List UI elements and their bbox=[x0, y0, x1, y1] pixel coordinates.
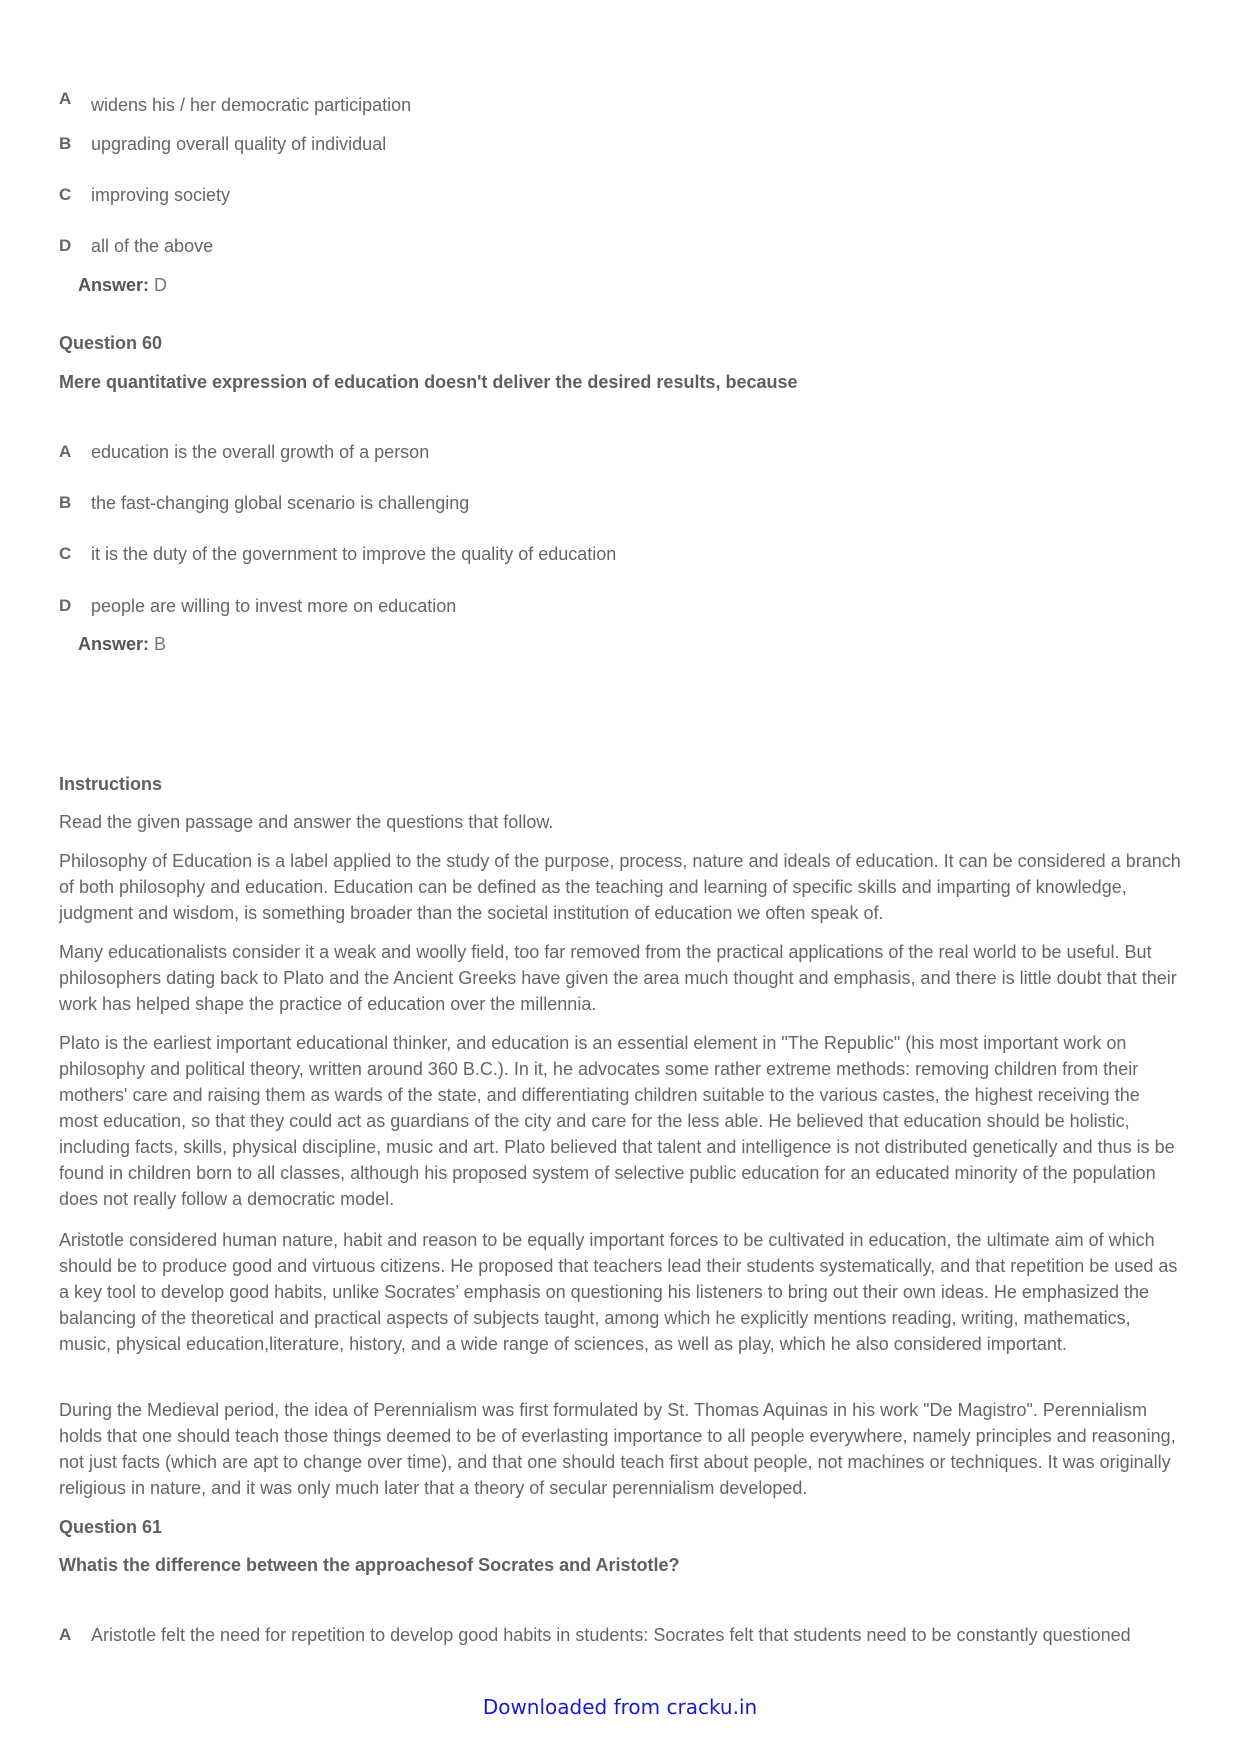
option-b[interactable] bbox=[59, 490, 1181, 516]
option-text: all of the above bbox=[91, 236, 214, 256]
passage-paragraph: Many educationalists consider it a weak and woolly field, too far removed from the practical applications of the real world to be useful. But philosophers dating back to Plato and the Ancient Greeks have given the area much thought and emphasis, and there is little doubt that their work has helped shape the practice of education over the millennia. bbox=[59, 942, 1177, 1014]
option-letter: A bbox=[59, 89, 72, 108]
option-letter: B bbox=[59, 134, 72, 153]
answer-label: Answer: bbox=[78, 275, 150, 295]
option-text: improving society bbox=[91, 185, 231, 205]
option-text: people are willing to invest more on education bbox=[91, 596, 457, 616]
option-a[interactable] bbox=[59, 1622, 1181, 1648]
option-a[interactable] bbox=[59, 89, 1181, 118]
question-heading: Question 61 bbox=[59, 1517, 163, 1537]
passage-paragraph: Philosophy of Education is a label applied to the study of the purpose, process, nature and ideals of education. It can be considered a branch of both philosophy and education. Education can be defined as the teaching and learning of specific skills and imparting of knowledge, judgment and wisdom, is something broader than the societal institution of education we often speak of. bbox=[59, 851, 1181, 923]
question-heading: Question 60 bbox=[59, 333, 163, 353]
answer-line bbox=[78, 272, 167, 298]
option-letter: C bbox=[59, 185, 72, 204]
option-text: widens his / her democratic participation bbox=[91, 95, 412, 115]
option-letter: B bbox=[59, 493, 72, 512]
option-text: the fast-changing global scenario is challenging bbox=[91, 493, 470, 513]
passage-paragraph: During the Medieval period, the idea of Perennialism was first formulated by St. Thomas Aquinas in his work "De Magistro". Perennialism holds that one should teach those things deemed to be of everlasting importance to all people everywhere, namely principles and reasoning, not just facts (which are apt to change over time), and that one should teach first about people, not machines or techniques. It was originally religious in nature, and it was only much later that a theory of secular perennialism developed. bbox=[59, 1400, 1176, 1498]
option-letter: A bbox=[59, 442, 72, 461]
instructions-heading: Instructions bbox=[59, 774, 163, 794]
option-text: Aristotle felt the need for repetition to develop good habits in students: Socrates felt that students need to be constantly questioned bbox=[91, 1625, 1131, 1645]
option-d[interactable] bbox=[59, 593, 1181, 619]
option-text: education is the overall growth of a person bbox=[91, 442, 430, 462]
answer-label: Answer: bbox=[78, 634, 150, 654]
option-c[interactable] bbox=[59, 182, 1181, 208]
answer-line bbox=[78, 631, 166, 657]
option-c[interactable] bbox=[59, 541, 1181, 567]
option-letter: A bbox=[59, 1625, 72, 1644]
option-text: it is the duty of the government to improve the quality of education bbox=[91, 544, 617, 564]
option-letter: C bbox=[59, 544, 72, 563]
instructions-intro: Read the given passage and answer the questions that follow. bbox=[59, 812, 554, 832]
cracku-download-link[interactable]: Downloaded from cracku.in bbox=[482, 1695, 758, 1719]
option-a[interactable] bbox=[59, 439, 1181, 465]
answer-value: D bbox=[154, 275, 168, 295]
option-text: upgrading overall quality of individual bbox=[91, 134, 387, 154]
question-prompt: Mere quantitative expression of education doesn't deliver the desired results, because bbox=[59, 372, 798, 392]
passage-paragraph: Plato is the earliest important educational thinker, and education is an essential element in "The Republic" (his most important work on philosophy and political theory, written around 360 B.C.). In it, he advocates some rather extreme methods: removing children from their mothers' care and raising them as wards of the state, and differentiating children suitable to the various castes, the highest receiving the most education, so that they could act as guardians of the city and care for the less able. He believed that education should be holistic, including facts, skills, physical discipline, music and art. Plato believed that talent and intelligence is not distributed genetically and thus is be found in children born to all classes, although his proposed system of selective public education for an educated minority of the population does not really follow a democratic model. bbox=[59, 1033, 1175, 1209]
passage-paragraph: Aristotle considered human nature, habit and reason to be equally important forces to be cultivated in education, the ultimate aim of which should be to produce good and virtuous citizens. He proposed that teachers lead their students systematically, and that repetition be used as a key tool to develop good habits, unlike Socrates’ emphasis on questioning his listeners to bring out their own ideas. He emphasized the balancing of the theoretical and practical aspects of subjects taught, among which he explicitly mentions reading, writing, mathematics, music, physical education,literature, history, and a wide range of sciences, as well as play, which he also considered important. bbox=[59, 1230, 1178, 1354]
option-letter: D bbox=[59, 596, 72, 615]
option-d[interactable] bbox=[59, 233, 1181, 259]
option-b[interactable] bbox=[59, 131, 1181, 157]
answer-value: B bbox=[154, 634, 167, 654]
option-letter: D bbox=[59, 236, 72, 255]
question-prompt: Whatis the difference between the approachesof Socrates and Aristotle? bbox=[59, 1555, 680, 1575]
document-page bbox=[59, 0, 1181, 1755]
